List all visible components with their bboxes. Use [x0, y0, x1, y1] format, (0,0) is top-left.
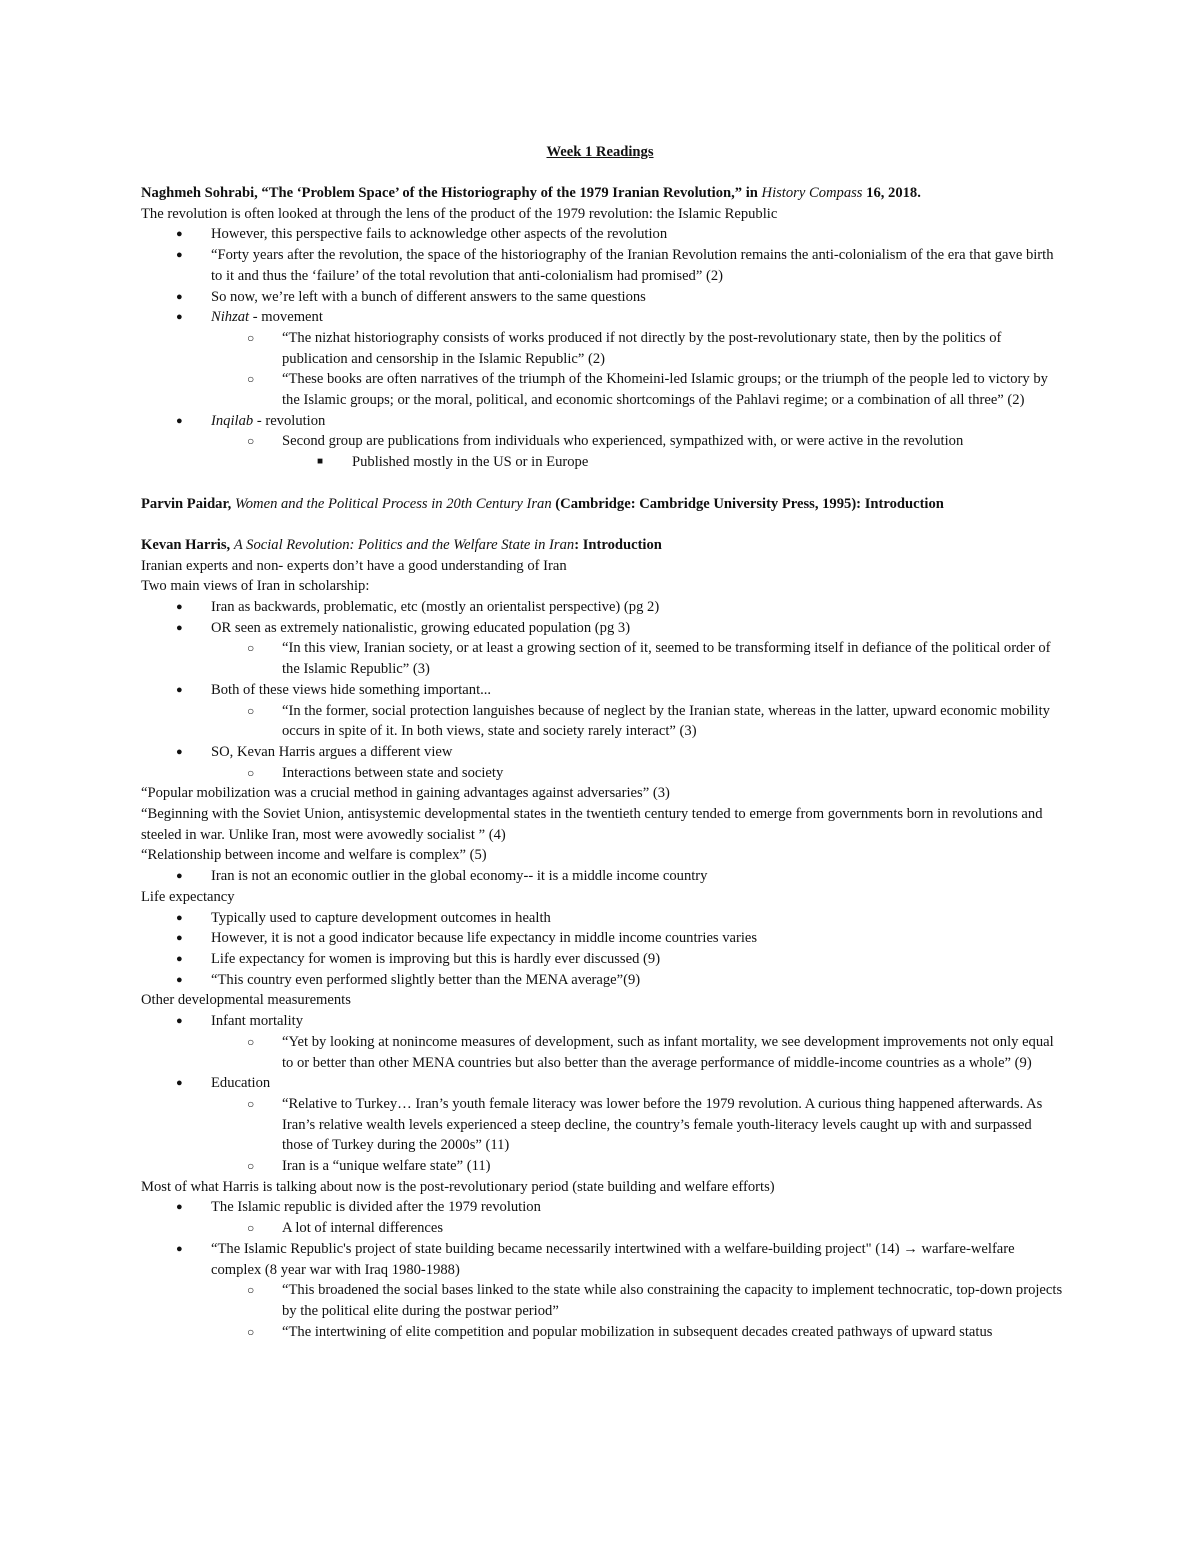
- list-item: ● Nihzat - movement: [141, 307, 1066, 328]
- bullet-icon: ●: [176, 1077, 183, 1090]
- paragraph: The revolution is often looked at through the lens of the product of the 1979 revolution: the Islamic Republic: [141, 205, 778, 222]
- list-item: ● OR seen as extremely nationalistic, growing educated population (pg 3): [141, 618, 1066, 639]
- bullet-icon: ●: [176, 601, 183, 614]
- bullet-list: [141, 1197, 1066, 1342]
- bullet-icon: ●: [176, 952, 183, 965]
- paragraph: Life expectancy: [141, 888, 235, 905]
- circle-bullet-icon: ○: [247, 434, 255, 449]
- list-item: ● Inqilab - revolution: [141, 411, 1066, 432]
- list-item: ● “Forty years after the revolution, the space of the historiography of the Iranian Revolution remains the anti-colonialism of the era that gave birth to it and thus the ‘failure’ of the total revolution that anti-colonialism had promised” (2): [176, 247, 1054, 284]
- term: Inqilab: [211, 412, 254, 429]
- bullet-icon: ●: [176, 683, 183, 696]
- paragraph: Most of what Harris is talking about now is the post-revolutionary period (state building and welfare efforts): [141, 1178, 775, 1195]
- reading-heading-harris: Kevan Harris, A Social Revolution: Politics and the Welfare State in Iran: Introduction: [141, 536, 662, 553]
- list-item: ○ “This broadened the social bases linked to the state while also constraining the capacity to implement technocratic, top-down projects by the political elite during the postwar period”: [247, 1282, 1063, 1319]
- list-item: ● Education: [141, 1073, 1066, 1094]
- circle-bullet-icon: ○: [247, 1034, 255, 1049]
- bullet-icon: ●: [176, 311, 183, 324]
- list-item: ● However, it is not a good indicator because life expectancy in middle income countries varies: [141, 928, 1066, 949]
- bullet-icon: ●: [176, 1015, 183, 1028]
- list-item: ○ “In the former, social protection languishes because of neglect by the Iranian state, whereas in the latter, upward economic mobility occurs in spite of it. In both views, state and society rarely interact” (3): [247, 702, 1050, 740]
- list-item: ○ Second group are publications from individuals who experienced, sympathized with, or were active in the revolution: [141, 431, 1066, 452]
- paragraph: “Relationship between income and welfare is complex” (5): [141, 847, 487, 864]
- list-item: ○ “These books are often narratives of the triumph of the Khomeini-led Islamic groups; or the triumph of the people led to victory by the Islamic groups; or the moral, political, and economic shortcomings of the Pahlavi regime; or a combination of all three” (2): [247, 371, 1048, 409]
- paragraph: Iranian experts and non- experts don’t have a good understanding of Iran: [141, 557, 567, 574]
- list-item: ● Typically used to capture development outcomes in health: [141, 908, 1066, 929]
- list-item: ○ “In this view, Iranian society, or at least a growing section of it, seemed to be transforming itself in defiance of the political order of the Islamic Republic” (3): [247, 640, 1051, 678]
- paragraph: Other developmental measurements: [141, 992, 351, 1009]
- bullet-list: [141, 866, 1066, 887]
- bullet-list: [141, 1011, 1066, 1177]
- bullet-list: [141, 224, 1066, 472]
- list-item: ● The Islamic republic is divided after the 1979 revolution: [141, 1197, 1066, 1218]
- bullet-list: [141, 908, 1066, 991]
- bullet-icon: ●: [176, 414, 183, 427]
- heading-author: Naghmeh Sohrabi, “The ‘Problem Space’ of the Historiography of the 1979 Iranian Revolution,” in: [141, 185, 758, 201]
- bullet-icon: ●: [176, 249, 183, 262]
- list-item: ○ “Relative to Turkey… Iran’s youth female literacy was lower before the 1979 revolution. A curious thing happened afterwards. As Iran’s relative wealth levels experienced a steep decline, the country’s female youth-literacy levels caught up with and surpassed those of Turkey during the 2000s” (11): [247, 1095, 1043, 1154]
- circle-bullet-icon: ○: [247, 765, 255, 780]
- bullet-icon: ●: [176, 973, 183, 986]
- bullet-icon: ●: [176, 1201, 183, 1214]
- circle-bullet-icon: ○: [247, 330, 255, 345]
- bullet-icon: ●: [176, 290, 183, 303]
- heading-tail: 16, 2018.: [866, 185, 921, 201]
- square-bullet-icon: ■: [317, 456, 324, 468]
- bullet-list: [141, 597, 1066, 783]
- list-item: ○ “Yet by looking at nonincome measures of development, such as infant mortality, we see development improvements not only equal to or better than other MENA countries but also better than the average performance of middle-income countries as a whole” (9): [247, 1033, 1054, 1071]
- bullet-icon: ●: [176, 621, 183, 634]
- spacer: [141, 514, 1066, 535]
- bullet-icon: ●: [176, 932, 183, 945]
- list-item: ● Iran as backwards, problematic, etc (mostly an orientalist perspective) (pg 2): [141, 597, 1066, 618]
- circle-bullet-icon: ○: [247, 703, 255, 718]
- list-item: ● Both of these views hide something important...: [141, 680, 1066, 701]
- paragraph: Two main views of Iran in scholarship:: [141, 578, 370, 595]
- list-item: ● Infant mortality: [141, 1011, 1066, 1032]
- circle-bullet-icon: ○: [247, 1096, 255, 1111]
- list-item: ○ A lot of internal differences: [141, 1218, 1066, 1239]
- paragraph: “Beginning with the Soviet Union, antisystemic developmental states in the twentieth century tended to emerge from governments born in revolutions and steeled in war. Unlike Iran, most were avowedly socialist ” (4): [141, 806, 1043, 843]
- bullet-icon: ●: [176, 745, 183, 758]
- term: Nihzat: [211, 309, 250, 326]
- reading-heading-paidar: Parvin Paidar, Women and the Political Process in 20th Century Iran (Cambridge: Cambridge University Press, 1995): Introduction: [141, 495, 944, 512]
- list-item: ■ Published mostly in the US or in Europe: [141, 452, 1066, 473]
- circle-bullet-icon: ○: [247, 1283, 255, 1298]
- bullet-icon: ●: [176, 1242, 183, 1255]
- paragraph: “Popular mobilization was a crucial method in gaining advantages against adversaries” (3): [141, 785, 670, 802]
- list-item: ● “The Islamic Republic's project of state building became necessarily intertwined with a welfare-building project" (14) → warfare-welfare complex (8 year war with Iraq 1980-1988): [176, 1240, 1015, 1278]
- circle-bullet-icon: ○: [247, 1221, 255, 1236]
- bullet-icon: ●: [176, 228, 183, 241]
- bullet-icon: ●: [176, 911, 183, 924]
- list-item: ● So now, we’re left with a bunch of different answers to the same questions: [141, 287, 1066, 308]
- reading-heading-sohrabi: [141, 183, 1066, 204]
- list-item: ○ “The nizhat historiography consists of works produced if not directly by the post-revolutionary state, then by the politics of publication and censorship in the Islamic Republic” (2): [247, 329, 1002, 367]
- circle-bullet-icon: ○: [247, 641, 255, 656]
- list-item: ○ Iran is a “unique welfare state” (11): [141, 1156, 1066, 1177]
- page-title: Week 1 Readings: [546, 144, 654, 160]
- spacer: [141, 473, 1066, 494]
- list-item: ● Iran is not an economic outlier in the global economy-- it is a middle income country: [141, 866, 1066, 887]
- circle-bullet-icon: ○: [247, 1159, 255, 1174]
- list-item: ○ “The intertwining of elite competition and popular mobilization in subsequent decades created pathways of upward status: [141, 1322, 1066, 1343]
- list-item: ○ Interactions between state and society: [141, 763, 1066, 784]
- circle-bullet-icon: ○: [247, 1324, 255, 1339]
- circle-bullet-icon: ○: [247, 372, 255, 387]
- list-item: ● Life expectancy for women is improving but this is hardly ever discussed (9): [141, 949, 1066, 970]
- list-item: ● SO, Kevan Harris argues a different view: [141, 742, 1066, 763]
- document-body: [141, 183, 1066, 1342]
- bullet-icon: ●: [176, 870, 183, 883]
- list-item: ● “This country even performed slightly better than the MENA average”(9): [141, 970, 1066, 991]
- heading-journal: History Compass: [761, 185, 863, 201]
- list-item: ● However, this perspective fails to acknowledge other aspects of the revolution: [141, 224, 1066, 245]
